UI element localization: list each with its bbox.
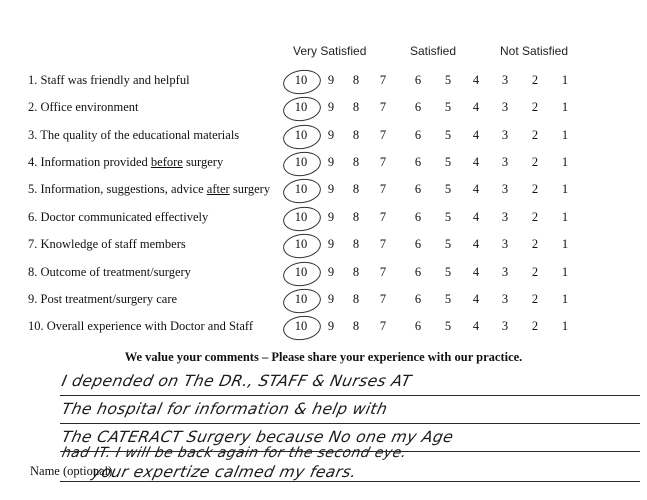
rating-option: 2 [531,210,539,224]
question-number: 10. [28,319,44,333]
question-text: Staff was friendly and helpful [40,73,190,87]
rating-option: 4 [472,128,480,142]
comment-area [0,366,647,500]
rating-option: 9 [327,128,335,142]
rating-option: 8 [352,319,360,333]
rating-option: 4 [472,182,480,196]
rating-option: 7 [379,292,387,306]
rating-option: 9 [327,265,335,279]
rating-option: 4 [472,319,480,333]
rating-option: 1 [561,319,569,333]
selected-rating-circle [282,286,323,315]
rating-option: 8 [352,237,360,251]
handwritten-line: your expertize calmed my fears. [90,463,359,481]
name-label: Name (optional) [30,464,113,478]
question-number: 4. [28,155,38,169]
question-text: Information, suggestions, advice [40,182,207,196]
question-label [28,237,186,252]
question-emphasis: before [150,155,183,169]
rating-option: 7 [379,265,387,279]
rating-option: 10 [294,210,308,224]
rating-option: 6 [414,73,422,87]
rating-option: 7 [379,319,387,333]
question-text: Knowledge of staff members [40,237,186,251]
question-text-suffix: surgery [229,182,271,196]
rating-option: 1 [561,210,569,224]
rating-option: 4 [472,292,480,306]
rating-option: 5 [444,100,452,114]
rating-option: 8 [352,128,360,142]
question-text: Information provided [40,155,151,169]
rating-option: 10 [294,128,308,142]
rating-option: 2 [531,292,539,306]
question-text: Doctor communicated effectively [40,210,209,224]
selected-rating-circle [282,231,323,260]
rating-option: 7 [379,182,387,196]
rating-option: 10 [294,319,308,333]
rating-option: 3 [501,237,509,251]
selected-rating-circle [282,204,323,233]
rating-option: 2 [531,265,539,279]
rule-line [60,423,640,424]
rating-option: 1 [561,128,569,142]
rating-option: 3 [501,155,509,169]
question-number: 3. [28,128,38,142]
rating-option: 2 [531,73,539,87]
rating-option: 10 [294,182,308,196]
rating-option: 2 [531,128,539,142]
rating-option: 9 [327,182,335,196]
rating-option: 3 [501,292,509,306]
rating-option: 4 [472,155,480,169]
rating-option: 9 [327,155,335,169]
rating-option: 5 [444,73,452,87]
rating-option: 8 [352,292,360,306]
question-number: 6. [28,210,38,224]
selected-rating-circle [282,67,323,96]
rating-option: 10 [294,292,308,306]
question-label [28,155,223,170]
rating-option: 3 [501,100,509,114]
question-number: 5. [28,182,38,196]
question-label [28,210,208,225]
rating-option: 1 [561,292,569,306]
question-number: 2. [28,100,38,114]
rating-option: 1 [561,100,569,114]
comments-prompt: We value your comments – Please share your experience with our practice. [124,350,523,364]
handwritten-line: I depended on The DR., STAFF & Nurses AT [60,372,414,390]
rating-option: 6 [414,100,422,114]
question-label [28,73,190,88]
rating-option: 9 [327,237,335,251]
rating-option: 3 [501,182,509,196]
rating-option: 5 [444,210,452,224]
rule-line [60,395,640,396]
rating-option: 9 [327,210,335,224]
rating-option: 3 [501,265,509,279]
question-text: Post treatment/surgery care [40,292,178,306]
selected-rating-circle [282,259,323,288]
rating-option: 2 [531,237,539,251]
question-number: 8. [28,265,38,279]
selected-rating-circle [282,149,323,178]
question-label [28,265,191,280]
rating-option: 7 [379,100,387,114]
rating-option: 7 [379,73,387,87]
rating-option: 6 [414,155,422,169]
rating-option: 3 [501,319,509,333]
rating-option: 6 [414,237,422,251]
rating-option: 6 [414,292,422,306]
handwritten-line: had IT. I will be back again for the second eye. [60,445,409,461]
rating-option: 1 [561,182,569,196]
selected-rating-circle [282,94,323,123]
rating-option: 4 [472,100,480,114]
rating-option: 4 [472,210,480,224]
rating-option: 8 [352,100,360,114]
rating-option: 1 [561,265,569,279]
rating-option: 10 [294,265,308,279]
rating-option: 3 [501,73,509,87]
rating-option: 2 [531,319,539,333]
question-number: 7. [28,237,38,251]
question-text: Overall experience with Doctor and Staff [46,319,254,333]
handwritten-line: The hospital for information & help with [60,400,390,418]
question-label [28,182,270,197]
very-satisfied-header: Very Satisfied [293,44,367,58]
rating-option: 4 [472,265,480,279]
satisfied-header: Satisfied [410,44,457,58]
question-number: 9. [28,292,38,306]
rating-option: 5 [444,128,452,142]
rating-option: 9 [327,100,335,114]
rating-option: 9 [327,319,335,333]
rating-option: 1 [561,73,569,87]
rating-option: 1 [561,155,569,169]
question-label [28,100,139,115]
rating-option: 6 [414,319,422,333]
rating-option: 8 [352,155,360,169]
not-satisfied-header: Not Satisfied [500,44,569,58]
rating-option: 8 [352,265,360,279]
rating-option: 9 [327,73,335,87]
rule-line [60,451,640,452]
rating-option: 3 [501,128,509,142]
rating-option: 5 [444,292,452,306]
rating-option: 6 [414,128,422,142]
rating-option: 10 [294,237,308,251]
rating-option: 10 [294,100,308,114]
question-text: Office environment [40,100,139,114]
question-number: 1. [28,73,38,87]
rating-option: 3 [501,210,509,224]
question-label [28,292,177,307]
rating-option: 10 [294,155,308,169]
rating-option: 5 [444,155,452,169]
rating-option: 5 [444,265,452,279]
rating-option: 10 [294,73,308,87]
selected-rating-circle [282,313,323,342]
rating-option: 5 [444,319,452,333]
rating-option: 2 [531,100,539,114]
rating-option: 1 [561,237,569,251]
question-emphasis: after [206,182,230,196]
rating-option: 5 [444,237,452,251]
rating-option: 6 [414,182,422,196]
rating-option: 5 [444,182,452,196]
question-text-suffix: surgery [182,155,224,169]
rating-option: 7 [379,210,387,224]
rating-option: 4 [472,237,480,251]
rating-option: 6 [414,265,422,279]
handwritten-line: The CATERACT Surgery because No one my Age [60,428,456,446]
question-label [28,319,253,334]
rating-option: 9 [327,292,335,306]
rating-option: 7 [379,155,387,169]
rating-option: 2 [531,155,539,169]
question-text: Outcome of treatment/surgery [40,265,191,279]
question-label [28,128,239,143]
rule-line [60,481,640,482]
selected-rating-circle [282,176,323,205]
selected-rating-circle [282,122,323,151]
rating-option: 8 [352,73,360,87]
rating-option: 8 [352,182,360,196]
question-text: The quality of the educational materials [40,128,240,142]
rating-option: 8 [352,210,360,224]
rating-option: 7 [379,237,387,251]
rating-option: 7 [379,128,387,142]
rating-option: 2 [531,182,539,196]
rating-option: 6 [414,210,422,224]
rating-option: 4 [472,73,480,87]
